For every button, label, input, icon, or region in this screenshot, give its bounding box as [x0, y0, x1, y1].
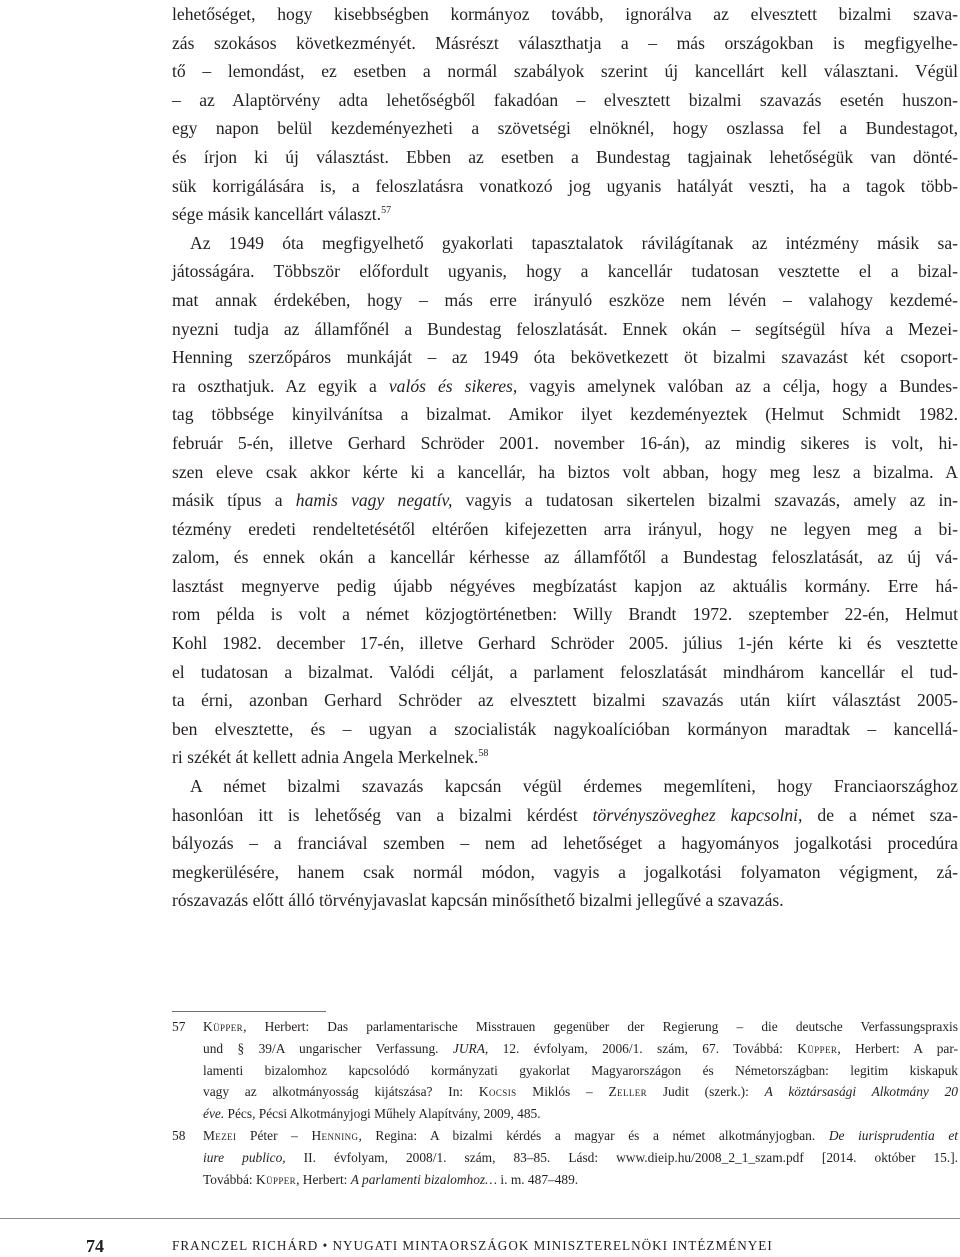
emphasis: hamis vagy negatív,	[295, 490, 453, 511]
text-segment: vagy az alkotmányosság kijátszása? In:	[203, 1084, 479, 1100]
footnote-line	[203, 1103, 958, 1125]
paragraph-start: Az 1949 óta megfigyelhető gyakorlati tapasztalatok rávilágítanak az intézmény másik sa-	[190, 232, 958, 253]
emphasis: éve.	[203, 1106, 225, 1122]
author-name: Henning	[311, 1127, 359, 1143]
text-segment: , Regina: A bizalmi kérdés a magyar és a német alkotmányjogban.	[358, 1127, 829, 1143]
footnote-line	[203, 1081, 958, 1103]
text-segment: másik típus a	[172, 490, 296, 511]
text-segment: , Herbert: A par-	[837, 1040, 958, 1056]
emphasis: De iurisprudentia et	[828, 1127, 958, 1143]
text-line	[172, 200, 958, 229]
footnote-line	[203, 1169, 958, 1191]
emphasis: valós és sikeres,	[388, 375, 518, 396]
text-segment: Miklós –	[516, 1084, 609, 1100]
text-line: rószavazás előtt álló törvényjavaslat kapcsán minősíthető bizalmi jellegűvé a szavazás.	[172, 890, 784, 911]
text-line: Kohl 1982. december 17-én, illetve Gerhard Schröder 2005. július 1-jén kérte ki és vesztette	[172, 633, 958, 654]
text-line: mat annak érdekében, hogy – más erre irányuló eszköze nem lévén – valahogy kezdemé-	[172, 289, 958, 310]
text-segment: de a német sza-	[802, 804, 958, 825]
emphasis: törvényszöveghez kapcsolni,	[592, 804, 803, 825]
text-line: tézmény eredeti rendeltetésétől eltérően kifejezetten arra irányul, hogy ne legyen meg a bi-	[172, 518, 958, 539]
text-line: és írjon ki új választást. Ebben az esetben a Bundestag tagjainak lehetőségük van dönté-	[172, 146, 958, 167]
author-name: Küpper	[255, 1171, 297, 1187]
emphasis: A köztársasági Alkotmány 20	[764, 1084, 959, 1100]
footnotes	[172, 1016, 958, 1190]
text-line: szen eleve csak akkor kérte ki a kancellár, ha biztos volt abban, hogy meg lesz a bizalma. A	[172, 461, 958, 482]
text-line: sük korrigálására is, a feloszlatásra vonatkozó jog ugyanis hatályát veszti, ha a tagok több-	[172, 175, 958, 196]
author-name: Küpper	[797, 1040, 838, 1056]
footnote-line	[203, 1038, 958, 1060]
footnote-line	[203, 1125, 958, 1147]
footnote-ref-57[interactable]: 57	[381, 205, 392, 217]
text-segment: II. évfolyam, 2008/1. szám, 83–85. Lásd: www.dieip.hu/2008_2_1_szam.pdf [2014. október 15.].	[285, 1149, 958, 1165]
footnote-57	[172, 1016, 958, 1125]
emphasis: A parlamenti bizalomhoz…	[350, 1171, 498, 1187]
text-line: el tudatosan a bizalmat. Valódi célját, a parlament feloszlatását mindhárom kancellár el tud-	[172, 661, 958, 682]
text-segment: ri székét át kellett adnia Angela Merkelnek.	[172, 747, 479, 768]
text-line: Henning szerzőpáros munkáját – az 1949 óta bekövetkezett öt bizalmi szavazást két csoport-	[172, 347, 958, 368]
text-line: lehetőséget, hogy kisebbségben kormányoz tovább, ignorálva az elvesztett bizalmi szava-	[172, 4, 958, 24]
text-line: tag többsége kinyilvánítsa a bizalmat. Amikor ilyet kezdeményeztek (Helmut Schmidt 1982.	[172, 404, 958, 425]
text-segment: Továbbá:	[203, 1171, 256, 1187]
footer-divider	[0, 1218, 960, 1219]
text-segment: Pécs, Pécsi Alkotmányjogi Műhely Alapítvány, 2009, 485.	[224, 1106, 541, 1122]
text-segment: , Herbert:	[296, 1171, 351, 1187]
text-line	[172, 372, 958, 401]
text-segment: ra oszthatjuk. Az egyik a	[172, 375, 389, 396]
page-number: 74	[86, 1236, 104, 1256]
text-segment: Péter –	[236, 1127, 312, 1143]
emphasis: iure publico,	[203, 1149, 286, 1165]
text-line: rom példa is volt a német közjogtörténetben: Willy Brandt 1972. szeptember 22-én, Helmut	[172, 604, 958, 625]
text-segment: und § 39/A ungarischer Verfassung.	[203, 1040, 453, 1056]
footnote-number: 58	[172, 1127, 186, 1143]
footnote-line	[203, 1016, 958, 1038]
text-segment: vagyis a tudatosan sikertelen bizalmi szavazás, amely az in-	[452, 490, 959, 511]
text-line: tő – lemondást, ez esetben a normál szabályok szerint új kancellárt kell választani. Végül	[172, 61, 958, 82]
text-segment: sége másik kancellárt választ.	[172, 204, 382, 225]
footnote-line: lamenti bizalomhoz kapcsolódó kormányzati gyakorlat Magyarországon és Németországban: legitim kiskapuk	[203, 1062, 958, 1078]
emphasis: JURA,	[452, 1040, 489, 1056]
footnote-ref-58[interactable]: 58	[478, 748, 489, 760]
text-line: ta érni, azonban Gerhard Schröder az elvesztett bizalmi szavazás után kiírt választást 2005-	[172, 690, 958, 711]
text-line: játosságára. Többször előfordult ugyanis, hogy a kancellár tudatosan vesztette el a bizal-	[172, 261, 958, 282]
author-name: Zeller	[608, 1084, 648, 1100]
text-line: bályozás – a franciával szemben – nem ad lehetőséget a hagyományos jogalkotási procedúra	[172, 833, 958, 854]
text-line: egy napon belül kezdeményezheti a szövetségi elnöknél, hogy oszlassa fel a Bundestagot,	[172, 118, 958, 139]
text-line: megkerülésére, hanem csak normál módon, vagyis a jogalkotási folyamaton végigment, zá-	[172, 861, 958, 882]
text-segment: vagyis amelynek valóban az a célja, hogy a Bundes-	[517, 375, 958, 396]
text-segment: 12. évfolyam, 2006/1. szám, 67. Továbbá:	[488, 1040, 798, 1056]
main-text	[172, 0, 958, 915]
footnote-number: 57	[172, 1019, 186, 1034]
running-head: FRANCZEL RICHÁRD • NYUGATI MINTAORSZÁGOK MINISZTERELNÖKI INTÉZMÉNYEI	[172, 1238, 773, 1253]
text-segment: Judit (szerk.):	[647, 1084, 765, 1100]
author-name: Mezei	[203, 1127, 237, 1143]
text-line	[172, 486, 958, 515]
footnote-58	[172, 1125, 958, 1190]
text-line: – az Alaptörvény adta lehetőségből fakadóan – elvesztett bizalmi szavazás esetén huszon-	[172, 89, 958, 110]
text-line: zalom, és ennek okán a kancellár kérhesse az államfőtől a Bundestag feloszlatását, az új vá-	[172, 547, 958, 568]
text-line: nyezni tudja az államfőnél a Bundestag feloszlatását. Ennek okán – segítségül híva a Mezei-	[172, 318, 958, 339]
paragraph-start: A német bizalmi szavazás kapcsán végül érdemes megemlíteni, hogy Franciaországhoz	[190, 776, 958, 797]
text-line: ben elvesztette, és – ugyan a szocialisták nagykoalícióban kormányon maradtak – kancellá-	[172, 718, 958, 739]
footnote-separator	[172, 1011, 326, 1012]
text-segment: hasonlóan itt is lehetőség van a bizalmi kérdést	[172, 804, 593, 825]
text-segment: , Herbert: Das parlamentarische Misstrauen gegenüber der Regierung – die deutsche Verfassungspraxis	[243, 1019, 958, 1034]
text-line	[172, 743, 958, 772]
footnote-line	[203, 1147, 958, 1169]
text-line: zás szokásos következményét. Másrészt választhatja a – más országokban is megfigyelhe-	[172, 32, 958, 53]
text-line	[172, 801, 958, 830]
author-name: Küpper	[203, 1019, 244, 1034]
text-line: február 5-én, illetve Gerhard Schröder 2001. november 16-án), az mindig sikeres is volt, hi-	[172, 432, 958, 453]
text-segment: i. m. 487–489.	[497, 1171, 579, 1187]
author-name: Kocsis	[478, 1084, 517, 1100]
text-line: lasztást megnyerve pedig újabb négyéves megbízatást kapjon az aktuális kormány. Erre há-	[172, 575, 958, 596]
